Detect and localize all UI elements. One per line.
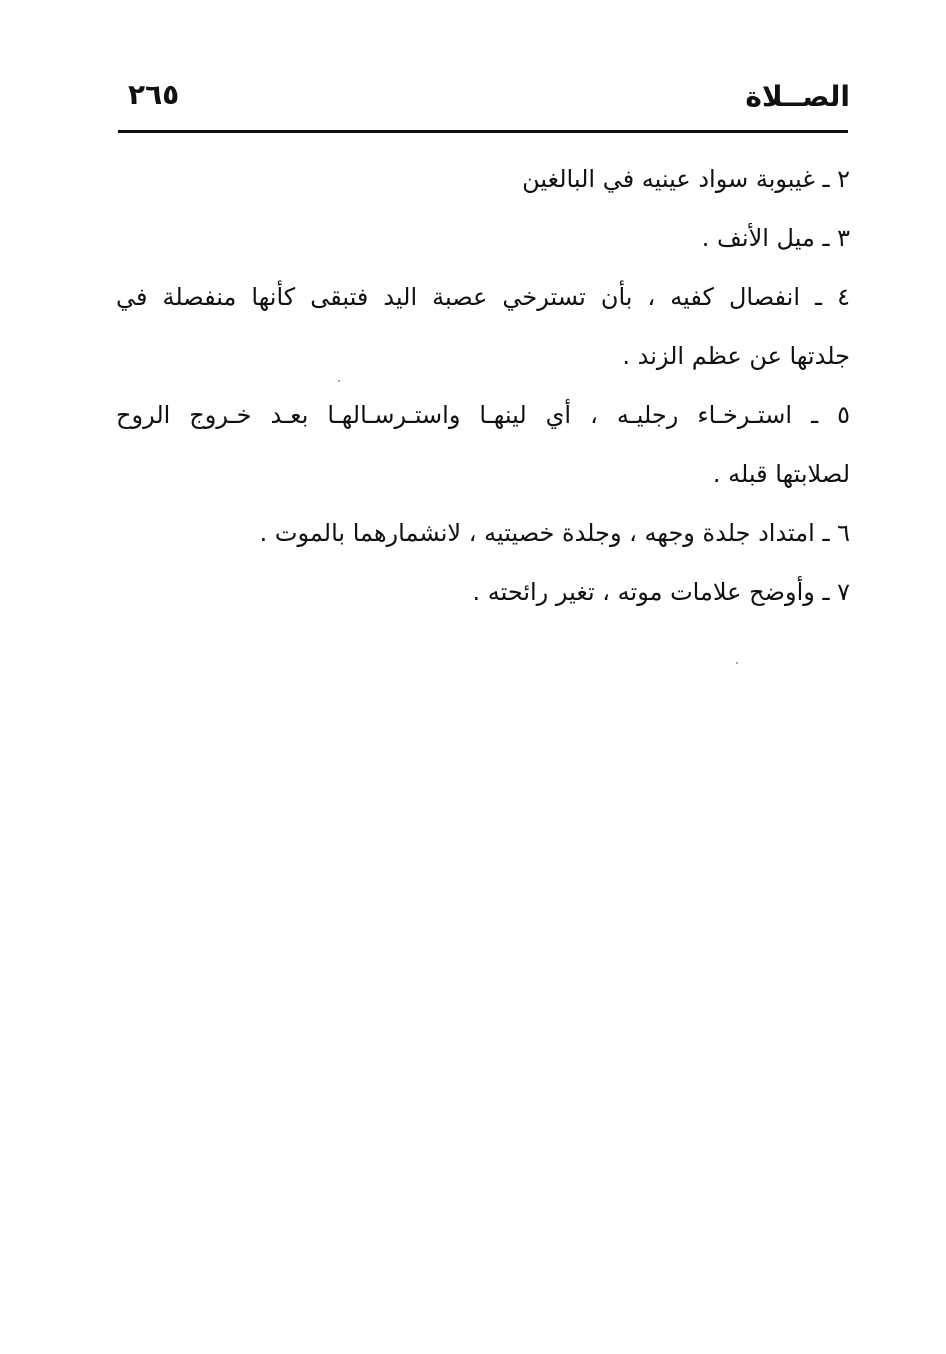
running-title: الصــلاة	[745, 80, 850, 113]
text-line-item-5-continued: لصلابتها قبله .	[712, 460, 850, 488]
text-line-item-4-continued: جلدتها عن عظم الزند .	[622, 342, 850, 370]
page-number: ٢٦٥	[128, 78, 180, 111]
scan-speck	[338, 380, 340, 382]
text-line-item-4: ٤ ـ انفصال كفيه ، بأن تسترخي عصبة اليد فتبقى كأنها منفصلة في	[116, 283, 850, 311]
text-line-item-6: ٦ ـ امتداد جلدة وجهه ، وجلدة خصيتيه ، لانشمارهما بالموت .	[259, 519, 850, 547]
scan-speck	[736, 662, 738, 664]
text-line-item-5: ٥ ـ استـرخـاء رجليـه ، أي لينهـا واستـرسـالهـا بعـد خـروج الروح	[116, 401, 850, 429]
text-line-item-7: ٧ ـ وأوضح علامات موته ، تغير رائحته .	[472, 578, 850, 606]
text-line-item-3: ٣ ـ ميل الأنف .	[701, 224, 850, 252]
body-text	[116, 150, 850, 622]
text-line-item-2: ٢ ـ غيبوبة سواد عينيه في البالغين	[522, 165, 850, 193]
header-rule	[118, 130, 848, 133]
